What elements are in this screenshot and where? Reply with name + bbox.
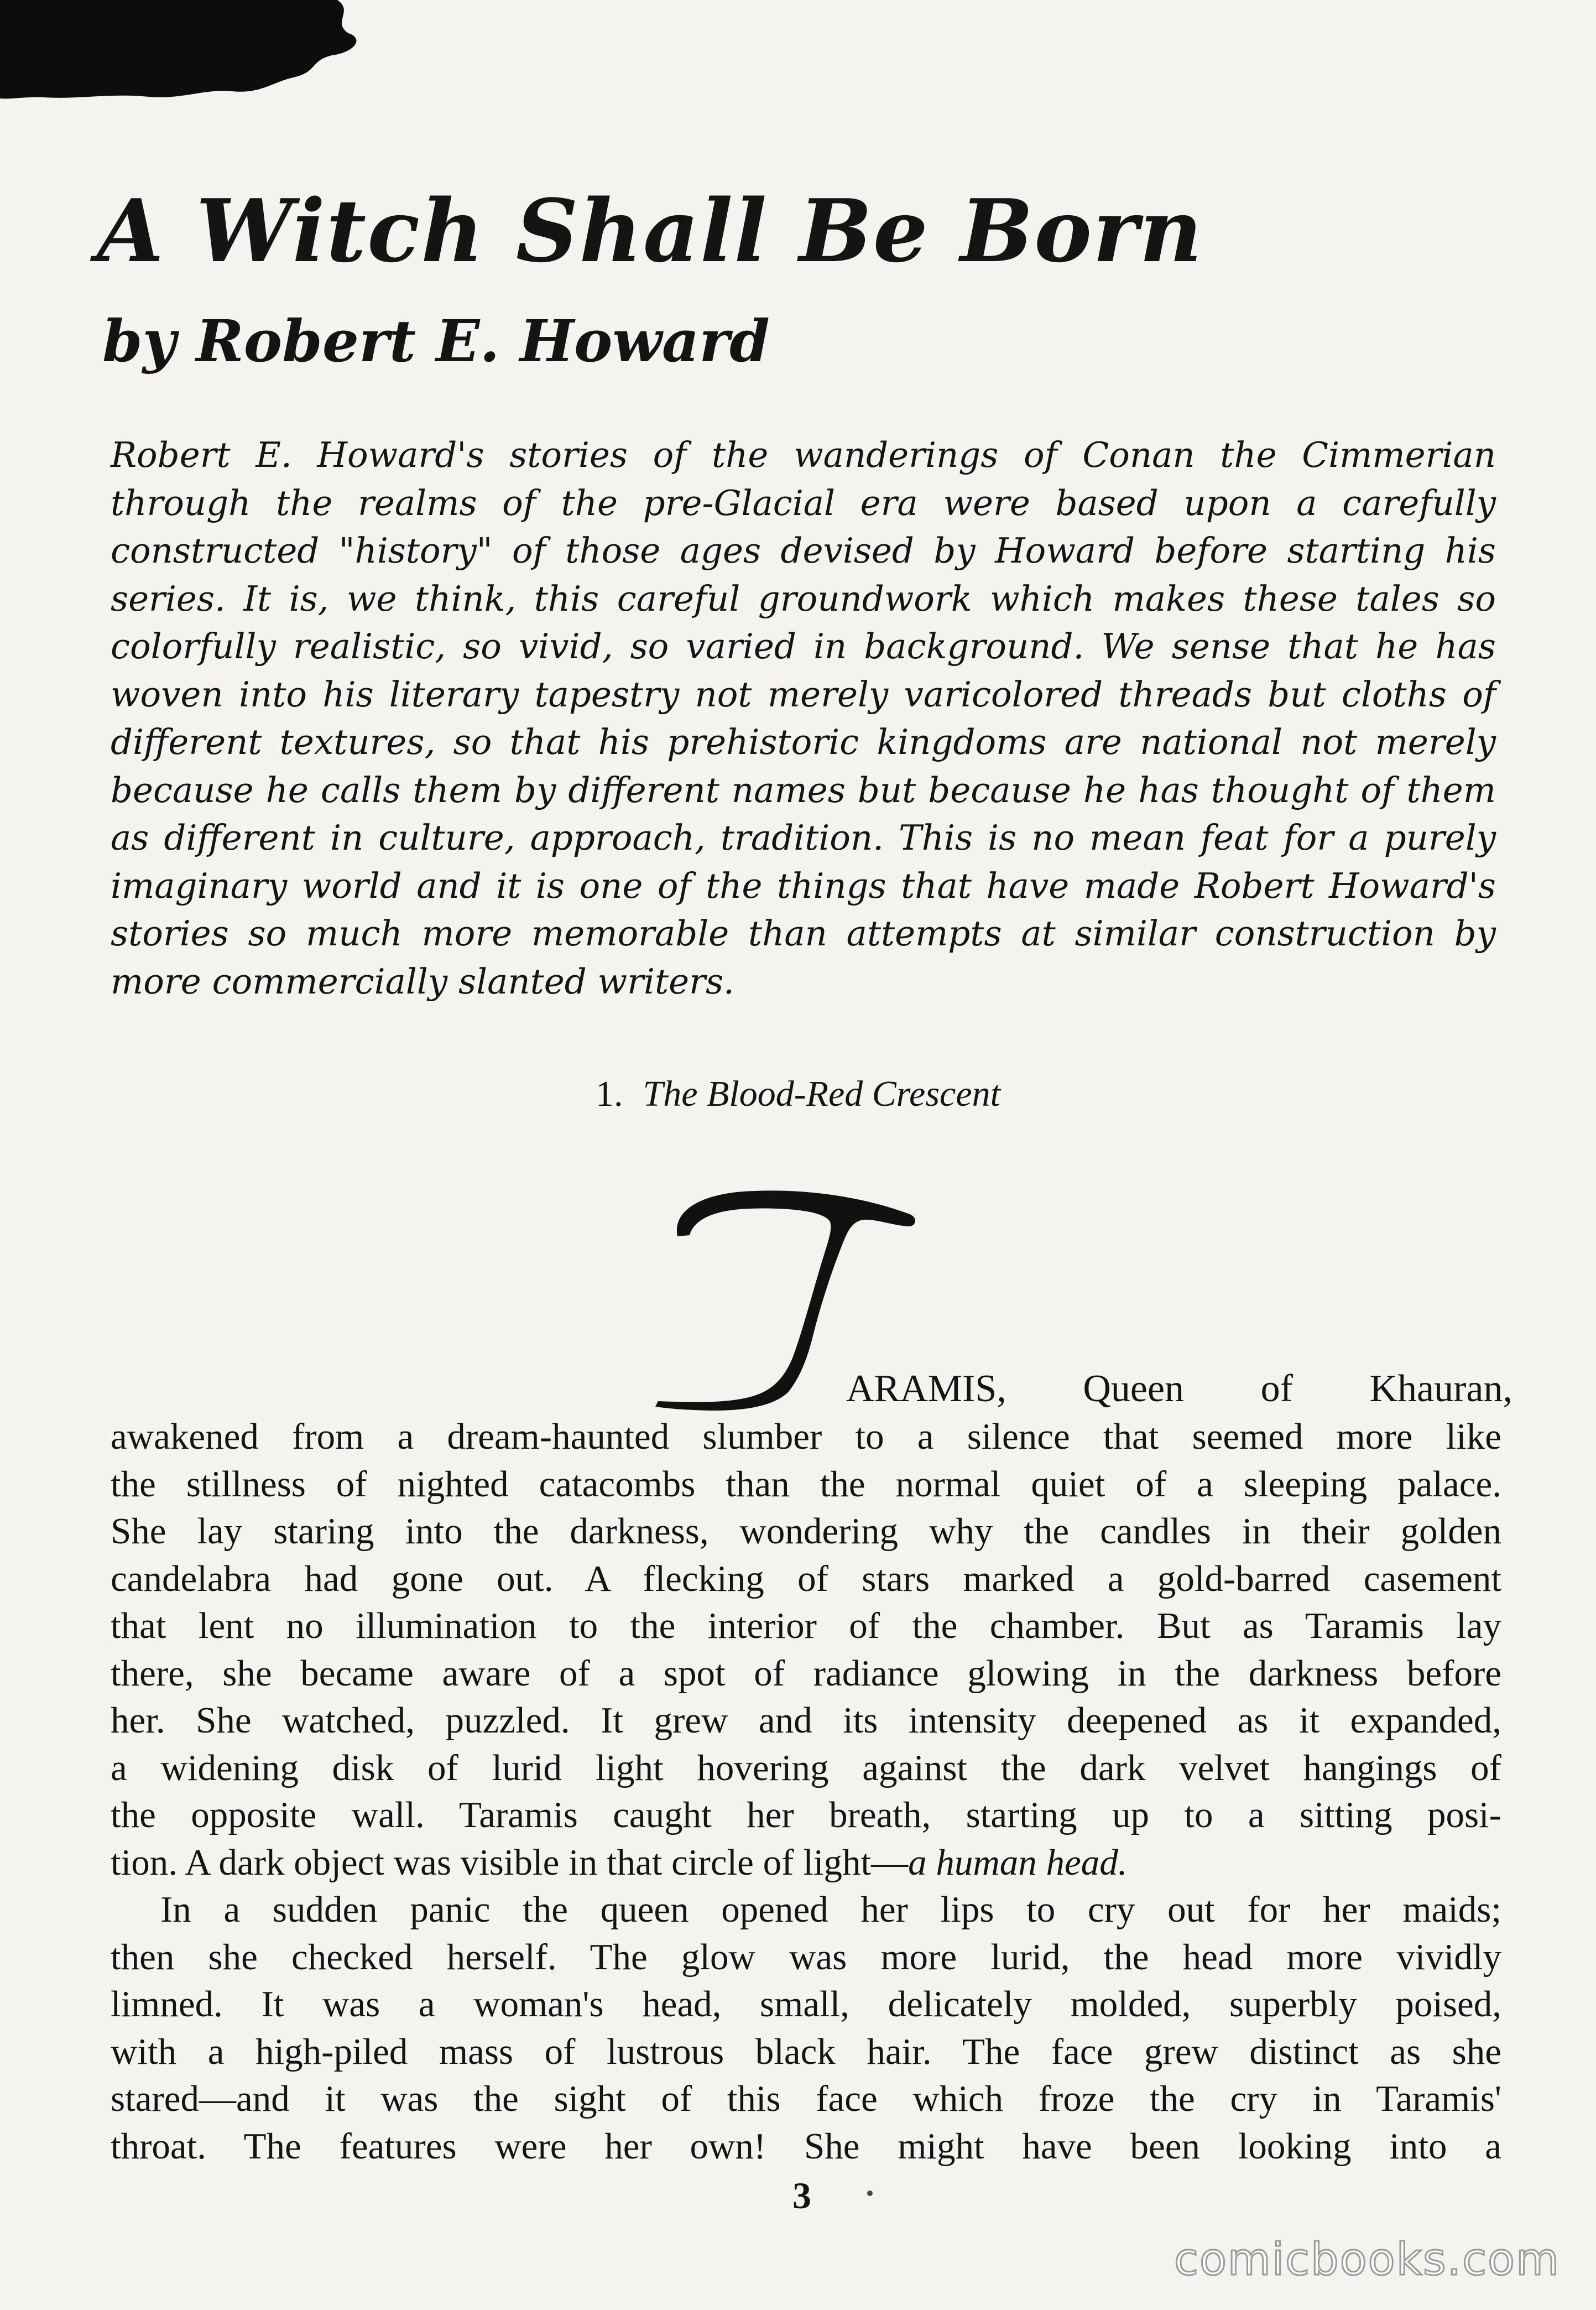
body-line: a widening disk of lurid light hovering against the dark velvet hangings of xyxy=(111,1747,1501,1788)
page-mark-dot xyxy=(867,2191,873,2196)
author-byline: by Robert E. Howard xyxy=(102,307,770,375)
site-watermark: comicbooks.com xyxy=(1173,2234,1560,2285)
body-line: throat. The features were her own! She might have been looking into a xyxy=(111,2125,1501,2167)
chapter-title: The Blood-Red Crescent xyxy=(643,1074,1000,1114)
page-number: 3 xyxy=(792,2174,811,2217)
body-line: awakened from a dream-haunted slumber to a silence that seemed more like xyxy=(111,1416,1501,1457)
body-line: stared—and it was the sight of this face which froze the cry in Taramis' xyxy=(111,2078,1501,2119)
story-body xyxy=(111,1413,1501,2170)
body-line: with a high-piled mass of lustrous black hair. The face grew distinct as she xyxy=(111,2031,1501,2072)
drop-cap-continuation: ARAMIS, Queen of Khauran, xyxy=(846,1367,1512,1410)
body-line: In a sudden panic the queen opened her lips to cry out for her maids; xyxy=(160,1889,1501,1930)
body-line: there, she became aware of a spot of radiance glowing in the darkness before xyxy=(111,1652,1501,1694)
body-line: then she checked herself. The glow was more lurid, the head more vividly xyxy=(111,1936,1501,1978)
body-line: that lent no illumination to the interior of the chamber. But as Taramis lay xyxy=(111,1605,1501,1646)
body-line: the stillness of nighted catacombs than the normal quiet of a sleeping palace. xyxy=(111,1463,1501,1505)
body-line: She lay staring into the darkness, wondering why the candles in their golden xyxy=(111,1511,1501,1552)
story-title: A Witch Shall Be Born xyxy=(97,180,1203,282)
emphasized-phrase: a human head. xyxy=(908,1841,1128,1883)
body-line: candelabra had gone out. A flecking of stars marked a gold-barred casement xyxy=(111,1558,1501,1599)
chapter-number: 1. xyxy=(596,1074,623,1114)
editorial-introduction: Robert E. Howard's stories of the wanderings of Conan the Cimmerian through the realms of the pre-Glacial era were based upon a carefully constructed "history" of those ages devised by Howard before starting his series. It is, we think, this careful groundwork which makes these tales so colorfully realistic, so vivid, so varied in background. We sense that he has woven into his literary tapestry not merely varicolored threads but cloths of different textures, so that his prehistoric kingdoms are national not merely because he calls them by different names but because he has thought of them as different in culture, approach, tradition. This is no mean feat for a purely imaginary world and it is one of the things that have made Robert Howard's stories so much more memorable than attempts at similar construction by more commercially slanted writers. xyxy=(111,435,1496,1002)
body-line: tion. A dark object was visible in that circle of light—a human head. xyxy=(111,1841,1128,1883)
chapter-heading xyxy=(0,1076,1596,1112)
body-line: limned. It was a woman's head, small, delicately molded, superbly poised, xyxy=(111,1984,1501,2025)
body-line: the opposite wall. Taramis caught her breath, starting up to a sitting posi- xyxy=(111,1794,1501,1835)
body-line: her. She watched, puzzled. It grew and its intensity deepened as it expanded, xyxy=(111,1700,1501,1741)
ink-blot-decoration xyxy=(0,0,376,105)
